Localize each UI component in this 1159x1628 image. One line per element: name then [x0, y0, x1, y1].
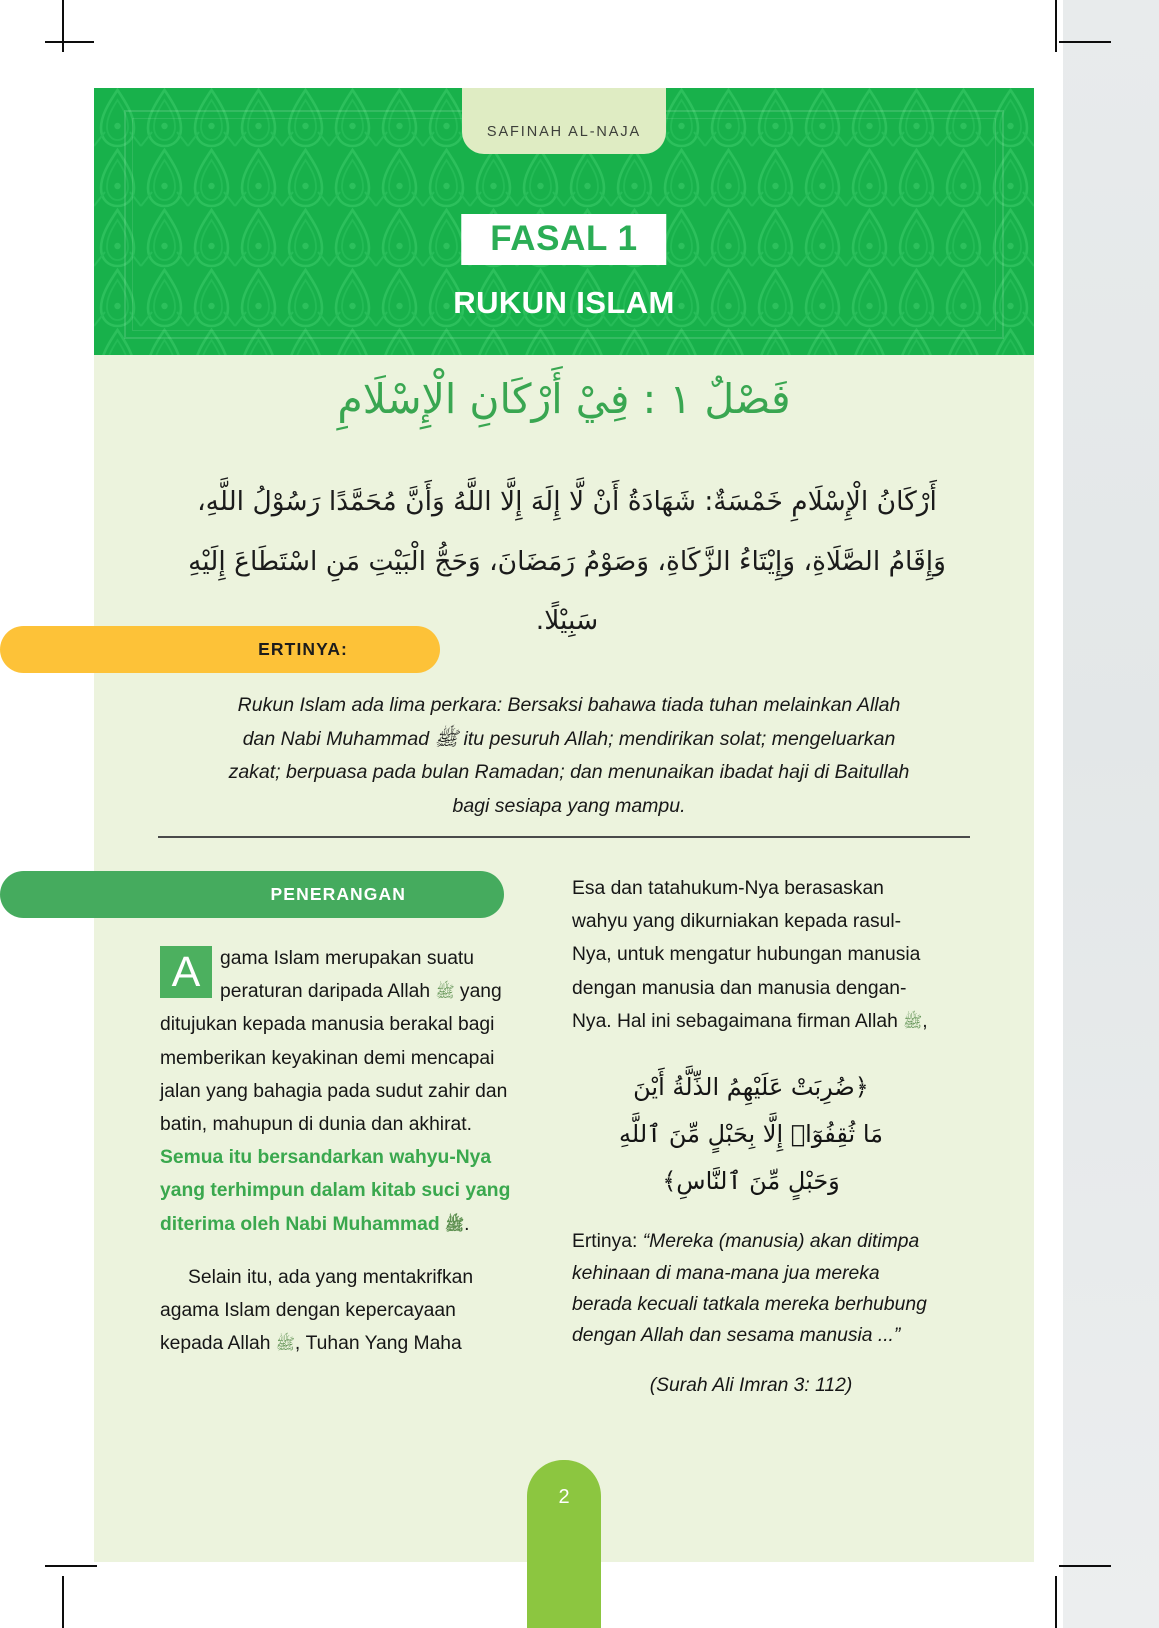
- crop-mark-top-right-h: [1059, 41, 1111, 43]
- paragraph-2-text-c: Esa dan tatahukum-Nya berasaskan wahyu yang dikurniakan kepada rasul-Nya, untuk mengatur hubungan manusia dengan manusia dan manusia dengan-Nya. Hal ini sebagaimana firman Allah: [572, 878, 921, 1032]
- salawat-icon-2: ﷺ: [275, 1334, 295, 1354]
- section-divider: [158, 836, 970, 838]
- arabic-matn-line-2: وَإِقَامُ الصَّلَاةِ، وَإِيْتَاءُ الزَّكَاةِ، وَصَوْمُ رَمَضَانَ، وَحَجُّ الْبَيْتِ مَنِ اسْتَطَاعَ إِلَيْهِ سَبِيْلًا.: [188, 545, 946, 637]
- quran-verse: [572, 1064, 930, 1204]
- paragraph-2: [160, 1261, 518, 1361]
- chapter-number-label: FASAL 1: [490, 219, 638, 258]
- paragraph-1-highlight: Semua itu bersandarkan wahyu-Nya yang terhimpun dalam kitab suci yang diterima oleh Nabi Muhammad: [160, 1147, 511, 1235]
- paragraph-2-continued: [572, 872, 930, 1038]
- page-number-tab: [527, 1460, 601, 1628]
- running-head-tab: [462, 88, 666, 154]
- paragraph-1: [160, 942, 518, 1241]
- quran-verse-line-2: مَا ثُقِفُوٓا۟ إِلَّا بِحَبْلٍ مِّنَ ٱللَّهِ: [619, 1119, 883, 1148]
- salawat-icon-3: ﷺ: [903, 1011, 923, 1031]
- drop-cap: A: [160, 946, 212, 998]
- salawat-icon-highlight: ﷺ: [444, 1214, 465, 1234]
- crop-mark-bottom-right-h: [1059, 1565, 1111, 1567]
- penerangan-badge: [0, 871, 504, 918]
- book-page: [94, 34, 1034, 1562]
- crop-mark-bottom-left-v: [62, 1576, 64, 1628]
- crop-mark-top-left-h: [45, 41, 97, 43]
- quran-verse-translation-label: Ertinya:: [572, 1231, 643, 1253]
- arabic-chapter-heading: فَصْلٌ ١ : فِيْ أَرْكَانِ الْإِسْلَامِ: [337, 375, 791, 423]
- chapter-banner: [94, 88, 1034, 355]
- paragraph-1-text-b: yang ditujukan kepada manusia berakal bagi memberikan keyakinan demi mencapai jalan yang bahagia pada sudut zahir dan batin, mahupun di dunia dan akhirat.: [160, 981, 508, 1135]
- paragraph-2-text-a: Selain itu, ada yang mentakrifkan agama Islam dengan kepercayaan kepada Allah: [160, 1266, 474, 1355]
- crop-mark-top-left-v: [62, 0, 64, 52]
- body-column-right: [572, 872, 930, 1403]
- paragraph-2-text-b: , Tuhan Yang Maha: [294, 1333, 462, 1355]
- chapter-number-box: [461, 214, 666, 265]
- crop-mark-top-right-v: [1055, 0, 1057, 52]
- quran-verse-line-1: ﴿ضُرِبَتْ عَلَيْهِمُ الذِّلَّةُ أَيْنَ: [633, 1072, 869, 1101]
- running-head-label: SAFINAH AL-NAJA: [486, 124, 642, 140]
- page-top-margin: [94, 34, 1034, 88]
- sheet-right-bleed: [1063, 0, 1159, 1628]
- arabic-matn-line-1: أَرْكَانُ الْإِسْلَامِ خَمْسَةٌ: شَهَادَةُ أَنْ لَّا إِلَهَ إِلَّا اللَّهُ وَأَنَّ مُحَمَّدًا رَسُوْلُ اللَّهِ،: [197, 486, 937, 517]
- chapter-title: RUKUN ISLAM: [453, 285, 675, 320]
- salawat-icon: ﷺ: [435, 982, 455, 1002]
- quran-verse-source: (Surah Ali Imran 3: 112): [649, 1375, 853, 1397]
- page-number: 2: [558, 1486, 570, 1508]
- paragraph-1-text-c: .: [464, 1213, 470, 1235]
- crop-mark-bottom-right-v: [1055, 1576, 1057, 1628]
- crop-mark-bottom-left-h: [45, 1565, 97, 1567]
- quran-verse-translation: [572, 1226, 930, 1351]
- paragraph-2-text-d: ,: [922, 1010, 928, 1032]
- arabic-matn: [172, 472, 962, 651]
- quran-verse-translation-text: “Mereka (manusia) akan ditimpa kehinaan di mana-mana jua mereka berada kecuali tatkala mereka berhubung dengan Allah dan sesama manusia ...”: [572, 1231, 927, 1347]
- body-column-left: [160, 942, 518, 1360]
- paragraph-1-text-a: gama Islam merupakan suatu peraturan daripada Allah: [220, 948, 474, 1003]
- ertinya-badge-label: ERTINYA:: [258, 639, 348, 659]
- matn-translation: Rukun Islam ada lima perkara: Bersaksi bahawa tiada tuhan melainkan Allah dan Nabi Muhammad ﷺ itu pesuruh Allah; mendirikan solat; mengeluarkan zakat; berpuasa pada bulan Ramadan; dan menunaikan ibadat haji di Baitullah bagi sesiapa yang mampu.: [228, 694, 910, 817]
- penerangan-badge-label: PENERANGAN: [270, 884, 406, 904]
- ertinya-badge: [0, 626, 440, 673]
- quran-verse-line-3: وَحَبْلٍ مِّنَ ٱلنَّاسِ﴾: [662, 1166, 840, 1195]
